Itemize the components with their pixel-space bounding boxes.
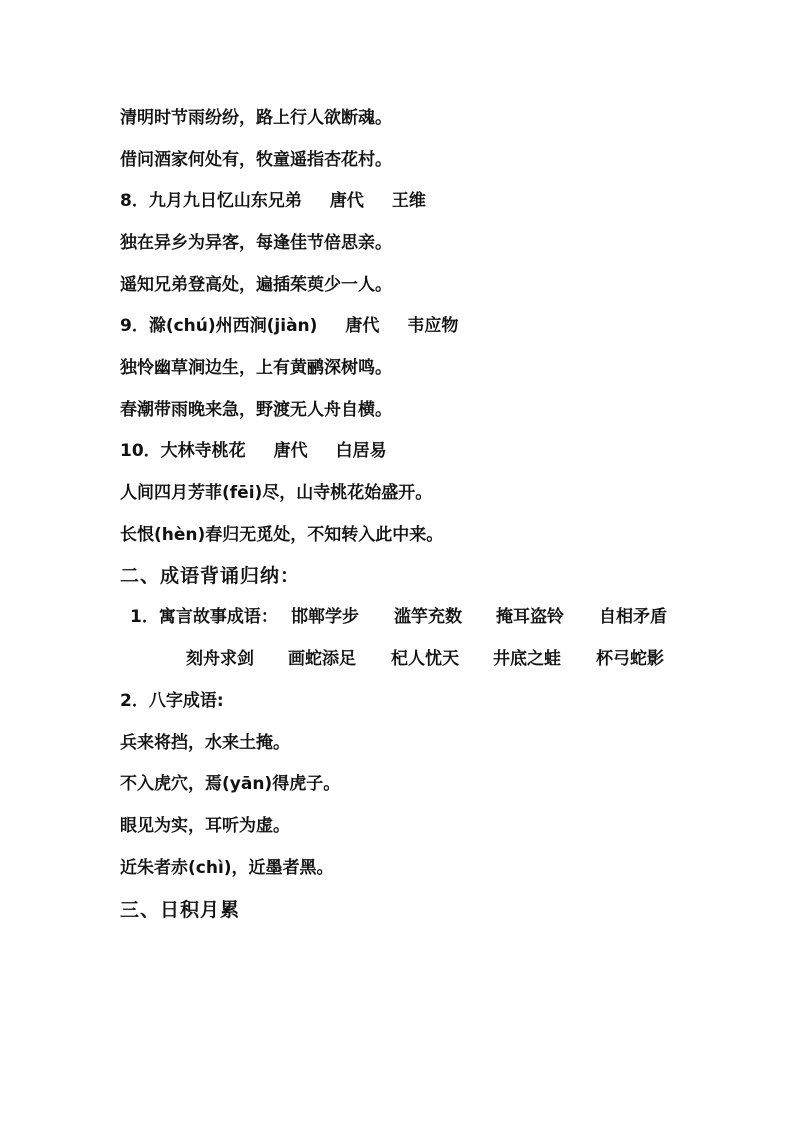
idiom-item: 杯弓蛇影 (596, 649, 664, 669)
poem-8-line-2: 遥知兄弟登高处，遍插茱萸少一人。 (120, 275, 392, 295)
poem-9-title-row (120, 315, 458, 337)
poem-dynasty: 唐代 (345, 316, 380, 336)
idiom-item: 自相矛盾 (599, 607, 667, 627)
qingming-line-1: 清明时节雨纷纷，路上行人欲断魂。 (120, 108, 392, 128)
poem-8-line-1: 独在异乡为异客，每逢佳节倍思亲。 (120, 233, 392, 253)
idiom-item: 邯郸学步 (291, 607, 359, 627)
idiom-item: 画蛇添足 (288, 649, 356, 669)
poem-9-line-1: 独怜幽草涧边生，上有黄鹂深树鸣。 (120, 358, 392, 378)
section-3-heading: 三、日积月累 (120, 899, 241, 921)
qingming-line-2: 借问酒家何处有，牧童遥指杏花村。 (120, 150, 392, 170)
fable-idioms-row-2 (0, 648, 793, 670)
fable-idioms-label: 1．寓言故事成语： (130, 607, 278, 627)
poem-10-title-row (120, 440, 387, 462)
poem-10-line-2: 长恨(hèn)春归无觅处，不知转入此中来。 (120, 525, 444, 545)
section-2-heading: 二、成语背诵归纳： (120, 565, 301, 587)
poem-author: 王维 (391, 191, 426, 211)
idiom-item: 刻舟求剑 (186, 649, 254, 669)
poem-title: 8．九月九日忆山东兄弟 (120, 191, 302, 211)
fable-idioms-row-1 (0, 606, 793, 628)
poem-author: 白居易 (335, 441, 387, 461)
eight-char-idiom: 不入虎穴，焉(yān)得虎子。 (120, 774, 341, 794)
poem-title: 10．大林寺桃花 (120, 441, 246, 461)
poem-dynasty: 唐代 (273, 441, 308, 461)
poem-dynasty: 唐代 (329, 191, 364, 211)
poem-author: 韦应物 (407, 316, 459, 336)
eight-char-idioms-label: 2．八字成语: (120, 691, 224, 711)
idiom-item: 杞人忧天 (391, 649, 459, 669)
poem-title: 9．滁(chú)州西涧(jiàn) (120, 316, 318, 336)
idiom-item: 井底之蛙 (493, 649, 561, 669)
poem-10-line-1: 人间四月芳菲(fēi)尽，山寺桃花始盛开。 (120, 483, 433, 503)
poem-9-line-2: 春潮带雨晚来急，野渡无人舟自横。 (120, 400, 392, 420)
idiom-item: 掩耳盗铃 (496, 607, 564, 627)
eight-char-idiom: 兵来将挡，水来土掩。 (120, 733, 290, 753)
poem-8-title-row (120, 190, 426, 212)
idiom-item: 滥竽充数 (394, 607, 462, 627)
eight-char-idiom: 近朱者赤(chì)，近墨者黑。 (120, 858, 334, 878)
eight-char-idiom: 眼见为实，耳听为虚。 (120, 816, 290, 836)
